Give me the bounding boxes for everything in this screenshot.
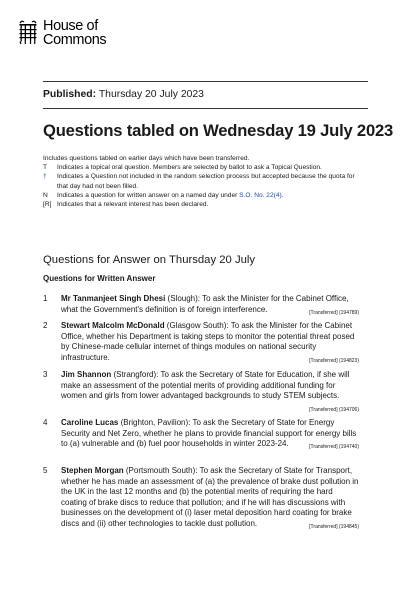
constituency: (Portsmouth South):: [123, 466, 200, 475]
key-symbol: N: [43, 191, 48, 199]
logo-line-2: Commons: [43, 32, 107, 48]
question-text: To ask the Secretary of State for Transport, whether he has made an assessment of (a) the prevalence of brake dust pollution in the UK in the last 12 months and (b) the potential merits of requiring the hard coating of brake discs to reduce that pollution; and if he will has discussions with businesses on the development of (i) laser metal deposition hard coating for brake discs and (ii) other technologies to tackle dust pollution.: [61, 466, 359, 528]
sub-heading: Questions for Written Answer: [43, 274, 156, 283]
member-name: Stephen Morgan: [61, 466, 124, 475]
key-text: [57, 191, 363, 200]
key-symbol: T: [43, 164, 48, 171]
question-body: [61, 321, 359, 366]
question-number: 4: [43, 418, 48, 427]
key-row-topical: [43, 163, 363, 172]
question-text: To ask the Secretary of State for Education, if she will make an assessment of the potential merits of providing additional funding for women and girls from lower advantaged backgrounds to study STEM subjects.: [61, 370, 350, 400]
standing-order-link[interactable]: S.O. No. 22(4): [239, 191, 282, 199]
key-row-interest: [43, 200, 363, 209]
key-text-suffix: .: [281, 191, 284, 199]
member-name: Mr Tanmanjeet Singh Dhesi: [61, 294, 166, 303]
house-of-commons-logo: [17, 19, 106, 47]
question-item: [43, 370, 359, 415]
key-symbol: [R]: [43, 201, 52, 209]
key-row-named-day: [43, 191, 363, 200]
member-name: Stewart Malcolm McDonald: [61, 321, 165, 330]
question-number: 1: [43, 294, 48, 303]
question-number: 2: [43, 321, 48, 330]
key-text: Indicates a Question not included in the random selection process but accepted because the quota for that day had not been filled.: [57, 173, 355, 190]
section-heading: Questions for Answer on Thursday 20 July: [43, 254, 256, 266]
question-body: [61, 418, 359, 453]
constituency: (Slough):: [165, 294, 203, 303]
question-reference: [Transferred] (194823): [309, 357, 359, 364]
question-reference: [Transferred] (194740): [309, 444, 359, 450]
key-text: Indicates a topical oral question. Members are selected by ballot to ask a Topical Question.: [57, 164, 322, 171]
constituency: (Strangford):: [111, 370, 161, 379]
question-item: [43, 321, 359, 366]
question-reference: [Transferred] (194706): [309, 406, 359, 413]
published-date: Thursday 20 July 2023: [98, 89, 204, 100]
question-reference: [Transferred] (194845): [309, 523, 359, 530]
published-line: [43, 89, 204, 100]
member-name: Jim Shannon: [61, 370, 112, 379]
constituency: (Brighton, Pavilion):: [118, 418, 193, 427]
question-number: 5: [43, 466, 48, 475]
question-text: To ask the Minister for the Cabinet Office, whether his Department is taking steps to monitor the potential threat posed by Chinese-made cellular internet of things modules on national security infrastructure.: [61, 321, 355, 362]
question-item: [43, 418, 359, 453]
question-body: [61, 294, 359, 318]
question-text: To ask the Secretary of State for Energy Security and Net Zero, whether he plans to provide financial support for energy bills to (a) vulnerable and (b) fuel poor households in winter 2023-24.: [61, 418, 357, 448]
key-row-dagger: [43, 172, 363, 191]
page-title: Questions tabled on Wednesday 19 July 2023: [43, 121, 394, 140]
key-text: Indicates that a relevant interest has been declared.: [57, 201, 209, 209]
published-label: Published:: [43, 89, 97, 100]
logo-wordmark: [43, 19, 106, 47]
question-item: [43, 294, 359, 318]
question-number: 3: [43, 370, 48, 379]
key-text-main: Indicates a question for written answer on a named day under: [57, 191, 240, 199]
intro-text: Includes questions tabled on earlier days which have been transferred.: [43, 155, 250, 162]
symbol-key: [43, 163, 363, 209]
question-item: [43, 466, 359, 532]
question-body: [61, 370, 359, 415]
bottom-divider: [43, 108, 368, 109]
question-body: [61, 466, 359, 532]
member-name: Caroline Lucas: [61, 418, 119, 427]
question-reference: [Transferred] (194789): [309, 309, 359, 316]
key-symbol: †: [43, 173, 47, 181]
portcullis-icon: [17, 19, 39, 45]
logo-line-1: House of: [43, 18, 98, 34]
constituency: (Glasgow South):: [164, 321, 231, 330]
top-divider: [43, 81, 368, 82]
question-text: To ask the Minister for the Cabinet Office, what the Government's definition is of foreign interference.: [61, 294, 349, 314]
